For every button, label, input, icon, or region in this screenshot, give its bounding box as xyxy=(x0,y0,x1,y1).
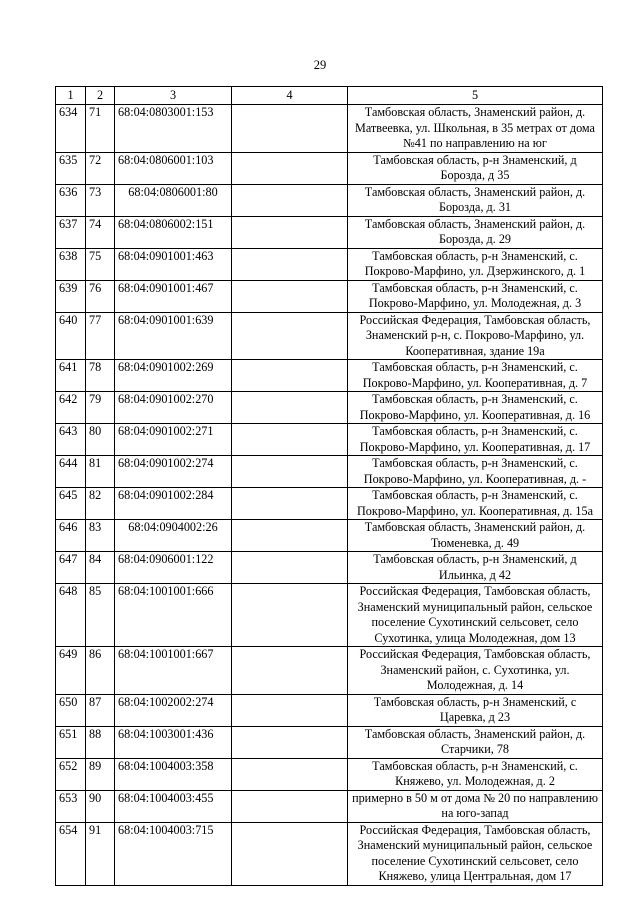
table-row xyxy=(56,456,603,488)
cadastral-number-cell: 68:04:0901002:269 xyxy=(115,360,232,392)
address-cell: Тамбовская область, Знаменский район, д. Борозда, д. 29 xyxy=(348,216,603,248)
row-index-cell: 79 xyxy=(86,392,115,424)
row-number-cell: 641 xyxy=(56,360,86,392)
address-cell: Тамбовская область, р-н Знаменский, с. Покрово-Марфино, ул. Кооперативная, д. - xyxy=(348,456,603,488)
column-4-cell xyxy=(232,520,348,552)
column-4-cell xyxy=(232,360,348,392)
address-cell: Тамбовская область, р-н Знаменский, д Ильинка, д 42 xyxy=(348,552,603,584)
row-index-cell: 90 xyxy=(86,790,115,822)
column-4-cell xyxy=(232,822,348,885)
cadastral-number-cell: 68:04:0906001:122 xyxy=(115,552,232,584)
table-row xyxy=(56,520,603,552)
column-4-cell xyxy=(232,790,348,822)
table-row xyxy=(56,647,603,695)
row-number-cell: 636 xyxy=(56,184,86,216)
column-4-cell xyxy=(232,584,348,647)
row-number-cell: 653 xyxy=(56,790,86,822)
cadastral-number-cell: 68:04:0901002:274 xyxy=(115,456,232,488)
cadastral-number-cell: 68:04:0806001:80 xyxy=(115,184,232,216)
column-4-cell xyxy=(232,726,348,758)
row-number-cell: 640 xyxy=(56,312,86,360)
row-index-cell: 91 xyxy=(86,822,115,885)
address-cell: Тамбовская область, Знаменский район, д. Старчики, 78 xyxy=(348,726,603,758)
row-number-cell: 637 xyxy=(56,216,86,248)
cadastral-number-cell: 68:04:0803001:153 xyxy=(115,105,232,153)
address-cell: Тамбовская область, р-н Знаменский, с. Покрово-Марфино, ул. Кооперативная, д. 16 xyxy=(348,392,603,424)
column-4-cell xyxy=(232,105,348,153)
cadastral-number-cell: 68:04:0901001:639 xyxy=(115,312,232,360)
address-cell: Российская Федерация, Тамбовская область, Знаменский район, с. Сухотинка, ул. Молодежная, д. 14 xyxy=(348,647,603,695)
row-index-cell: 75 xyxy=(86,248,115,280)
table-row xyxy=(56,280,603,312)
column-4-cell xyxy=(232,456,348,488)
row-number-cell: 650 xyxy=(56,694,86,726)
table-row xyxy=(56,248,603,280)
row-index-cell: 87 xyxy=(86,694,115,726)
address-cell: Тамбовская область, р-н Знаменский, с. Покрово-Марфино, ул. Кооперативная, д. 7 xyxy=(348,360,603,392)
table-row xyxy=(56,105,603,153)
cadastral-number-cell: 68:04:0901002:271 xyxy=(115,424,232,456)
row-number-cell: 638 xyxy=(56,248,86,280)
column-4-cell xyxy=(232,694,348,726)
header-cell-2: 2 xyxy=(86,87,115,105)
table-row xyxy=(56,758,603,790)
address-cell: Тамбовская область, Знаменский район, д. Матвеевка, ул. Школьная, в 35 метрах от дома №41 по направлению на юг xyxy=(348,105,603,153)
cadastral-number-cell: 68:04:1003001:436 xyxy=(115,726,232,758)
address-cell: Тамбовская область, р-н Знаменский, с. Покрово-Марфино, ул. Дзержинского, д. 1 xyxy=(348,248,603,280)
cadastral-number-cell: 68:04:0806002:151 xyxy=(115,216,232,248)
address-cell: Тамбовская область, р-н Знаменский, с. Покрово-Марфино, ул. Кооперативная, д. 17 xyxy=(348,424,603,456)
row-index-cell: 83 xyxy=(86,520,115,552)
row-number-cell: 643 xyxy=(56,424,86,456)
column-4-cell xyxy=(232,552,348,584)
address-cell: Российская Федерация, Тамбовская область, Знаменский р-н, с. Покрово-Марфино, ул. Кооперативная, здание 19а xyxy=(348,312,603,360)
cadastral-number-cell: 68:04:0901001:467 xyxy=(115,280,232,312)
registry-table xyxy=(55,86,603,886)
cadastral-number-cell: 68:04:1002002:274 xyxy=(115,694,232,726)
row-number-cell: 642 xyxy=(56,392,86,424)
address-cell: Тамбовская область, р-н Знаменский, с. Покрово-Марфино, ул. Молодежная, д. 3 xyxy=(348,280,603,312)
header-cell-4: 4 xyxy=(232,87,348,105)
row-index-cell: 74 xyxy=(86,216,115,248)
column-4-cell xyxy=(232,280,348,312)
column-4-cell xyxy=(232,424,348,456)
cadastral-number-cell: 68:04:1004003:715 xyxy=(115,822,232,885)
column-4-cell xyxy=(232,488,348,520)
row-index-cell: 76 xyxy=(86,280,115,312)
cadastral-number-cell: 68:04:1004003:455 xyxy=(115,790,232,822)
row-number-cell: 649 xyxy=(56,647,86,695)
row-index-cell: 71 xyxy=(86,105,115,153)
table-row xyxy=(56,360,603,392)
table-row xyxy=(56,216,603,248)
column-4-cell xyxy=(232,248,348,280)
cadastral-number-cell: 68:04:1004003:358 xyxy=(115,758,232,790)
address-cell: Российская Федерация, Тамбовская область, Знаменский муниципальный район, сельское поселение Сухотинский сельсовет, село Сухотинка, улица Молодежная, дом 13 xyxy=(348,584,603,647)
page-number: 29 xyxy=(313,58,327,72)
column-4-cell xyxy=(232,312,348,360)
row-number-cell: 646 xyxy=(56,520,86,552)
address-cell: Тамбовская область, р-н Знаменский, д Борозда, д 35 xyxy=(348,152,603,184)
address-cell: Тамбовская область, р-н Знаменский, с. Княжево, ул. Молодежная, д. 2 xyxy=(348,758,603,790)
row-index-cell: 73 xyxy=(86,184,115,216)
row-index-cell: 89 xyxy=(86,758,115,790)
cadastral-number-cell: 68:04:1001001:667 xyxy=(115,647,232,695)
row-index-cell: 80 xyxy=(86,424,115,456)
row-index-cell: 86 xyxy=(86,647,115,695)
address-cell: Тамбовская область, Знаменский район, д. Борозда, д. 31 xyxy=(348,184,603,216)
address-cell: Российская Федерация, Тамбовская область, Знаменский муниципальный район, сельское поселение Сухотинский сельсовет, село Княжево, улица Центральная, дом 17 xyxy=(348,822,603,885)
address-cell: Тамбовская область, Знаменский район, д. Тюменевка, д. 49 xyxy=(348,520,603,552)
table-row xyxy=(56,822,603,885)
row-index-cell: 77 xyxy=(86,312,115,360)
row-number-cell: 647 xyxy=(56,552,86,584)
header-cell-5: 5 xyxy=(348,87,603,105)
row-index-cell: 82 xyxy=(86,488,115,520)
row-number-cell: 648 xyxy=(56,584,86,647)
row-number-cell: 644 xyxy=(56,456,86,488)
row-number-cell: 645 xyxy=(56,488,86,520)
column-4-cell xyxy=(232,216,348,248)
table-row xyxy=(56,424,603,456)
row-number-cell: 651 xyxy=(56,726,86,758)
column-4-cell xyxy=(232,392,348,424)
cadastral-number-cell: 68:04:0901002:284 xyxy=(115,488,232,520)
address-cell: Тамбовская область, р-н Знаменский, с Царевка, д 23 xyxy=(348,694,603,726)
column-4-cell xyxy=(232,152,348,184)
cadastral-number-cell: 68:04:0901001:463 xyxy=(115,248,232,280)
table-row xyxy=(56,726,603,758)
table-row xyxy=(56,488,603,520)
table-row xyxy=(56,694,603,726)
row-number-cell: 654 xyxy=(56,822,86,885)
column-4-cell xyxy=(232,184,348,216)
cadastral-number-cell: 68:04:0901002:270 xyxy=(115,392,232,424)
row-number-cell: 635 xyxy=(56,152,86,184)
table-row xyxy=(56,552,603,584)
row-number-cell: 634 xyxy=(56,105,86,153)
row-number-cell: 652 xyxy=(56,758,86,790)
table-row xyxy=(56,392,603,424)
header-cell-1: 1 xyxy=(56,87,86,105)
row-index-cell: 88 xyxy=(86,726,115,758)
table-row xyxy=(56,584,603,647)
cadastral-number-cell: 68:04:0806001:103 xyxy=(115,152,232,184)
row-index-cell: 85 xyxy=(86,584,115,647)
header-cell-3: 3 xyxy=(115,87,232,105)
table-row xyxy=(56,312,603,360)
table-row xyxy=(56,152,603,184)
column-4-cell xyxy=(232,758,348,790)
address-cell: примерно в 50 м от дома № 20 по направлению на юго-запад xyxy=(348,790,603,822)
table-row xyxy=(56,790,603,822)
row-index-cell: 78 xyxy=(86,360,115,392)
table-row xyxy=(56,184,603,216)
cadastral-number-cell: 68:04:1001001:666 xyxy=(115,584,232,647)
header-row xyxy=(56,87,603,105)
row-index-cell: 84 xyxy=(86,552,115,584)
cadastral-number-cell: 68:04:0904002:26 xyxy=(115,520,232,552)
row-index-cell: 81 xyxy=(86,456,115,488)
column-4-cell xyxy=(232,647,348,695)
address-cell: Тамбовская область, р-н Знаменский, с. Покрово-Марфино, ул. Кооперативная, д. 15а xyxy=(348,488,603,520)
row-index-cell: 72 xyxy=(86,152,115,184)
row-number-cell: 639 xyxy=(56,280,86,312)
